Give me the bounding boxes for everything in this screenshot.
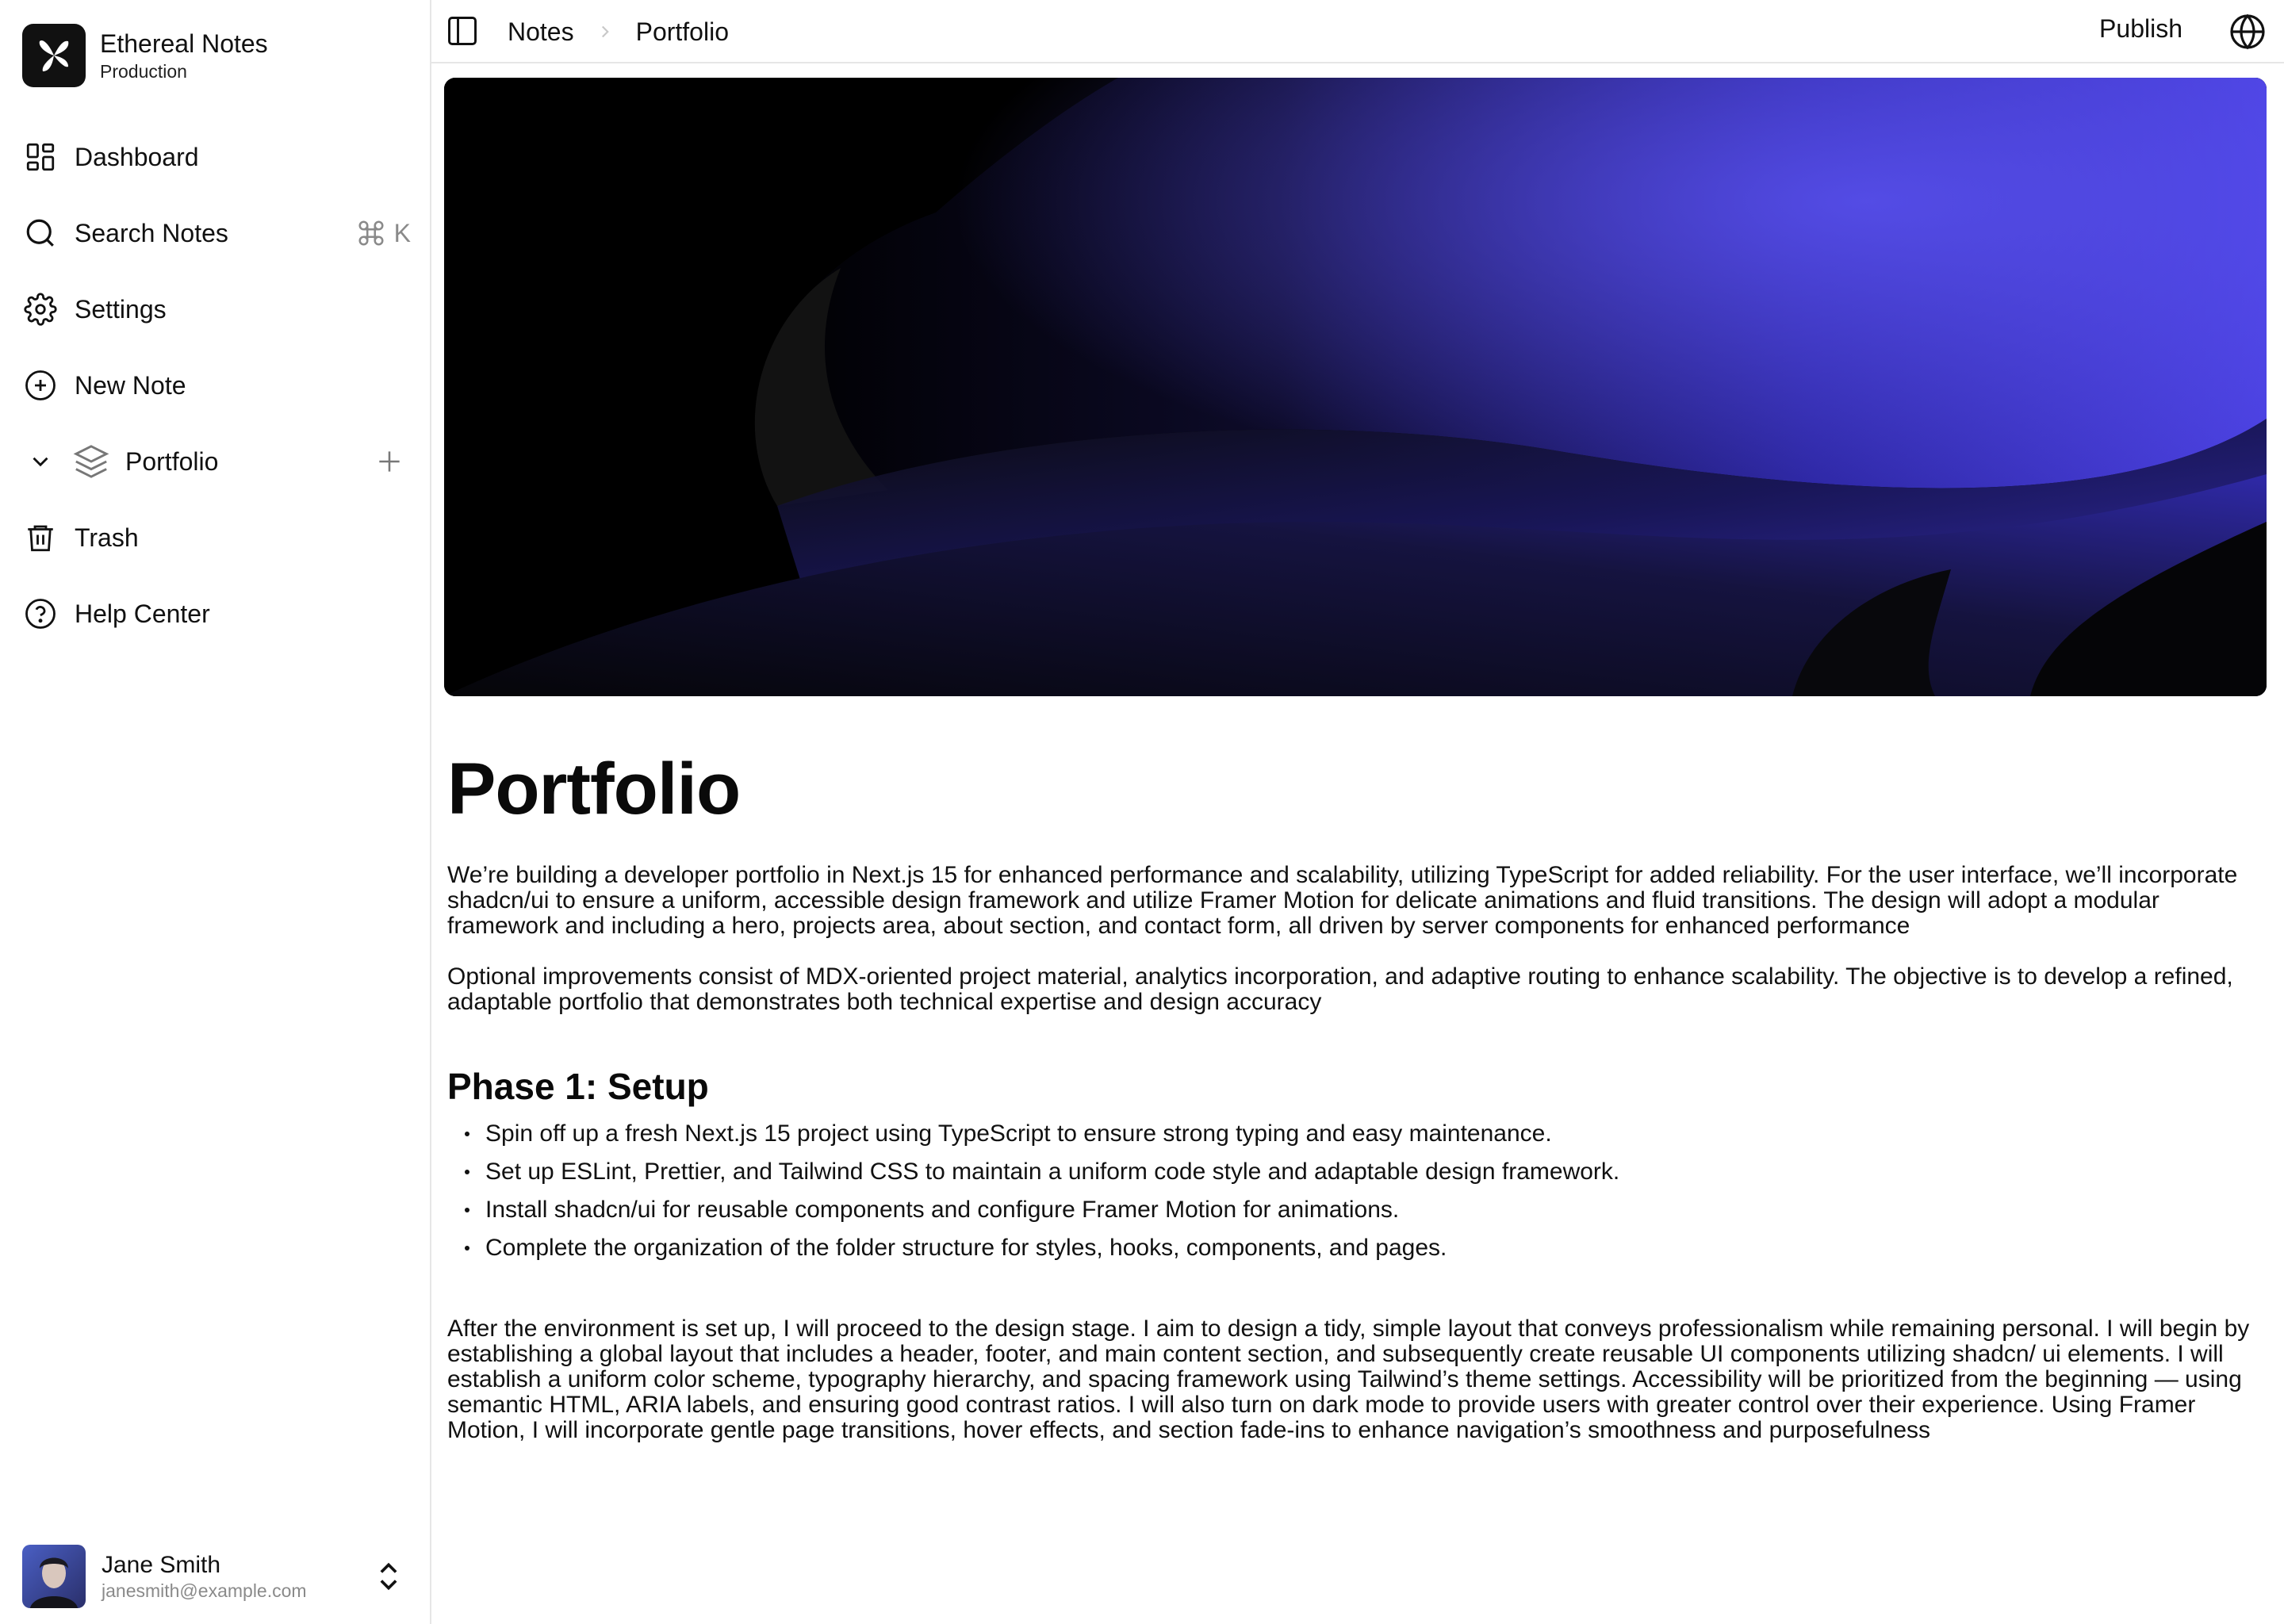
app-logo-icon (22, 24, 86, 87)
gear-icon (22, 291, 59, 327)
user-menu[interactable] (22, 1543, 411, 1610)
plus-icon (374, 446, 404, 477)
main-content (431, 0, 2284, 1624)
page-title[interactable]: Portfolio (447, 749, 741, 829)
sidebar-item-label: New Note (75, 370, 186, 400)
paragraph[interactable]: Optional improvements consist of MDX-oriented project material, analytics incorporation, and adaptive routing to enhance scalability. The objective is to develop a refined, adaptable portfolio that demonstrates both technical expertise and design accuracy (447, 963, 2233, 1015)
section-heading[interactable]: Phase 1: Setup (447, 1066, 709, 1107)
chevron-right-icon (595, 21, 615, 42)
cover-image[interactable] (444, 78, 2267, 696)
sidebar-item-label: Search Notes (75, 218, 228, 247)
search-shortcut (356, 218, 411, 248)
help-icon (22, 596, 59, 632)
sidebar-item-portfolio[interactable] (22, 423, 411, 500)
paragraph[interactable]: We’re building a developer portfolio in Next.js 15 for enhanced performance and scalability, utilizing TypeScript for added reliability. For the user interface, we’ll incorporate shadcn/ui to ensure a uniform, accessible design framework and utilize Framer Motion for delicate animations and fluid transitions. The design will adopt a modular framework and including a hero, projects area, about section, and contact form, all driven by server components for enhanced performance (447, 862, 2238, 939)
breadcrumb-portfolio[interactable]: Portfolio (635, 17, 729, 46)
plus-circle-icon (22, 367, 59, 404)
top-bar (431, 0, 2284, 63)
sidebar-item-label: Help Center (75, 599, 210, 628)
workspace-switcher[interactable] (22, 24, 268, 87)
list-item[interactable]: Set up ESLint, Prettier, and Tailwind CSS to maintain a uniform code style and adaptable design framework. (447, 1153, 2263, 1191)
command-icon (356, 218, 386, 248)
breadcrumb-notes[interactable]: Notes (508, 17, 574, 46)
user-email: janesmith@example.com (102, 1580, 307, 1601)
sidebar-item-help-center[interactable] (22, 576, 411, 652)
dashboard-icon (22, 139, 59, 175)
app-name: Ethereal Notes (100, 29, 268, 58)
environment-label: Production (100, 61, 187, 82)
trash-icon (22, 519, 59, 556)
paragraph[interactable]: After the environment is set up, I will proceed to the design stage. I aim to design a tidy, simple layout that conveys professionalism while remaining personal. I will begin by establishing a global layout that includes a header, footer, and main content section, and subsequently create reusable UI components utilizing shadcn/ ui elements. I will establish a uniform color scheme, typography hierarchy, and spacing framework using Tailwind’s theme settings. Accessibility will be prioritized from the beginning — using semantic HTML, ARIA labels, and ensuring good contrast ratios. I will also turn on dark mode to provide users with greater control over their experience. Using Framer Motion, I will incorporate gentle page transitions, hover effects, and section fade-ins to enhance navigation’s smoothness and purposefulness (447, 1316, 2250, 1443)
user-name: Jane Smith (102, 1552, 221, 1578)
sidebar-item-dashboard[interactable] (22, 119, 411, 195)
add-page-button[interactable] (371, 443, 408, 480)
sidebar-item-label: Dashboard (75, 142, 199, 171)
sidebar-item-label: Settings (75, 294, 167, 324)
layers-icon (73, 443, 109, 480)
list-item[interactable]: Spin off up a fresh Next.js 15 project using TypeScript to ensure strong typing and easy maintenance. (447, 1115, 2263, 1153)
sidebar-toggle-icon[interactable] (444, 13, 481, 49)
sidebar-item-label: Portfolio (125, 446, 219, 476)
sidebar-item-settings[interactable] (22, 271, 411, 347)
list-item[interactable]: Complete the organization of the folder structure for styles, hooks, components, and pages. (447, 1229, 2263, 1267)
sidebar-item-new-note[interactable] (22, 347, 411, 423)
publish-button[interactable]: Publish (2099, 14, 2182, 43)
sidebar-nav (22, 119, 411, 652)
sidebar (0, 0, 431, 1624)
list-item[interactable]: Install shadcn/ui for reusable components and configure Framer Motion for animations. (447, 1191, 2263, 1229)
sidebar-item-search[interactable] (22, 195, 411, 271)
search-icon (22, 215, 59, 251)
bullet-list (447, 1115, 2263, 1267)
avatar (22, 1545, 86, 1608)
sidebar-item-label: Trash (75, 523, 139, 552)
note-document[interactable] (447, 745, 2263, 1443)
globe-icon[interactable] (2228, 13, 2267, 51)
sidebar-item-trash[interactable] (22, 500, 411, 576)
shortcut-key: K (393, 218, 411, 247)
breadcrumb (508, 0, 729, 63)
chevron-down-icon[interactable] (22, 448, 59, 475)
chevrons-up-down-icon[interactable] (371, 1557, 406, 1599)
